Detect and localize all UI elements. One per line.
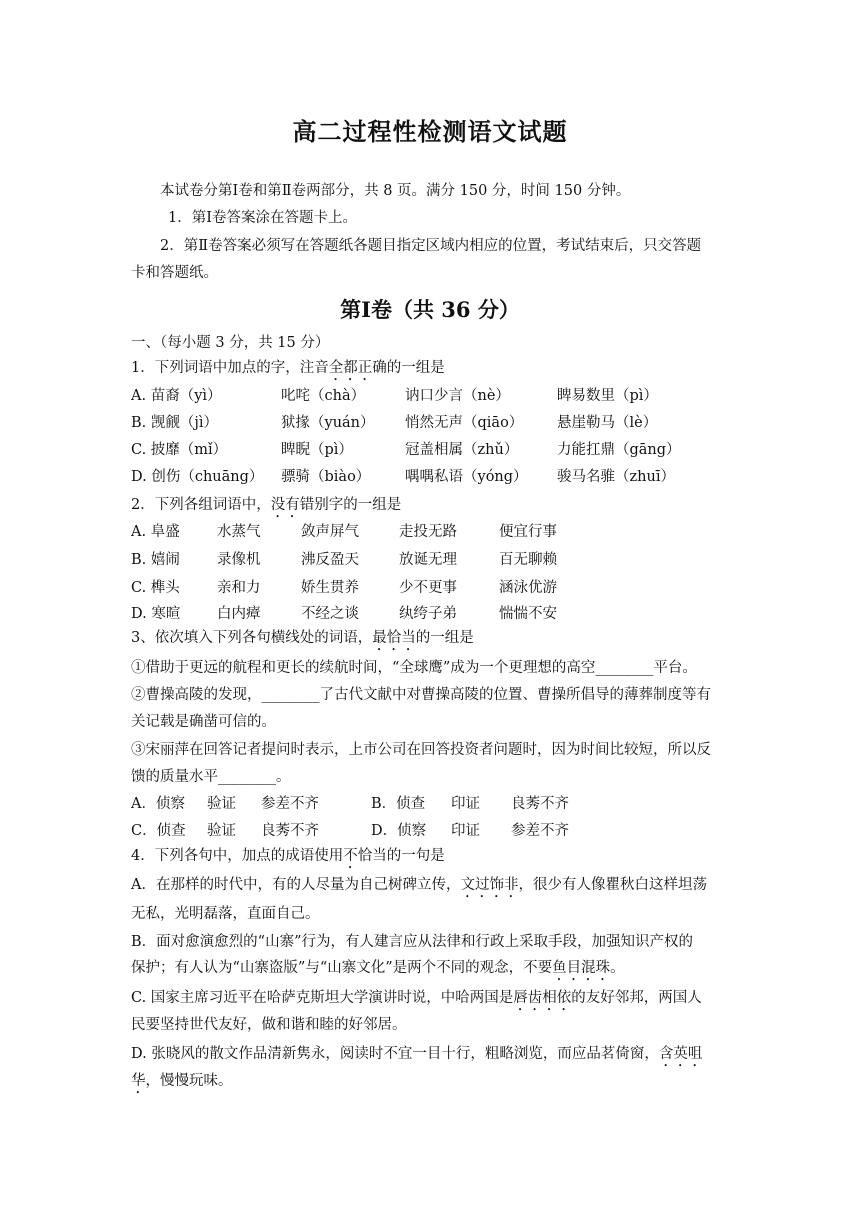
q1-c-3: 冠盖相属（zhǔ） [405, 442, 519, 458]
q2-stem [131, 495, 401, 521]
q1-a-4: 睥易数里（pì） [557, 388, 658, 404]
q4-b-text-end: 。 [610, 960, 625, 976]
q1-a-1: A. 苗裔（yì） [131, 388, 222, 404]
q3-a-1: A．侦察 [131, 796, 185, 812]
q3-stem [131, 628, 474, 654]
q4-stem-text: 4．下列各句中，加点的成语使用 [131, 848, 344, 864]
q2-b-2: 录像机 [217, 552, 261, 568]
q2-b-4: 放诞无理 [399, 552, 457, 568]
q4-b-idiom: 鱼目混珠 [552, 960, 611, 976]
q4-a-line-2: 无私，光明磊落，直面自己。 [131, 906, 320, 922]
q4-d-text-end: ，慢慢玩味。 [145, 1073, 233, 1089]
q1-a-3: 讷口少言（nè） [405, 388, 510, 404]
q3-d-1: D．侦察 [371, 823, 427, 839]
intro-line-3: 2．第Ⅱ卷答案必须写在答题纸各题目指定区域内相应的位置，考试结束后，只交答题 [160, 238, 702, 254]
q3-sentence-2a: ②曹操高陵的发现，________了古代文献中对曹操高陵的位置、曹操所倡导的薄葬制度等有 [131, 687, 711, 703]
q1-d-3: 喁喁私语（yóng） [405, 469, 528, 485]
q2-b-1: B. 嬉闹 [131, 552, 180, 568]
q1-c-4: 力能扛鼎（gāng） [557, 442, 681, 458]
q4-c-idiom: 唇齿相依 [513, 990, 572, 1006]
q4-b-line-2 [131, 958, 731, 984]
q4-d-idiom-end: 华 [131, 1073, 146, 1089]
q2-c-2: 亲和力 [217, 580, 261, 596]
q1-a-2: 叱咤（chà） [281, 388, 366, 404]
q2-stem-text-end: 错别字的一组是 [299, 497, 402, 513]
q3-stem-emphasis: 最恰当 [372, 630, 416, 646]
q4-d-text: D. 张晓风的散文作品清新隽永，阅读时不宜一目十行，粗略浏览，而应品茗倚窗， [131, 1046, 659, 1062]
q2-a-3: 敛声屏气 [301, 524, 359, 540]
q3-c-2: 验证 [207, 823, 236, 839]
q1-stem-text: 1．下列词语中加点的字，注音 [131, 360, 329, 376]
q2-a-5: 便宜行事 [499, 524, 557, 540]
q1-d-1: D. 创伤（chuāng） [131, 469, 264, 485]
q2-d-1: D. 寒暄 [131, 606, 181, 622]
q3-stem-text-end: 的一组是 [415, 630, 474, 646]
q4-c-text-end: 的友好邻邦，两国人 [571, 990, 702, 1006]
q4-b-line-1: B．面对愈演愈烈的“山寨”行为，有人建言应从法律和行政上采取手段，加强知识产权的 [131, 934, 693, 950]
q4-a-line-1 [131, 875, 731, 901]
q4-c-text: C. 国家主席习近平在哈萨克斯坦大学演讲时说，中哈两国是 [131, 990, 514, 1006]
q4-c-line-2: 民要坚持世代友好，做和谐和睦的好邻居。 [131, 1017, 407, 1033]
q2-d-4: 纨绔子弟 [399, 606, 457, 622]
q1-c-1: C. 披靡（mǐ） [131, 442, 228, 458]
q4-a-text-end: ，很少有人像瞿秋白这样坦荡 [518, 877, 707, 893]
q1-b-4: 悬崖勒马（lè） [557, 415, 658, 431]
q3-sentence-3b: 馈的质量水平________。 [131, 769, 291, 785]
q2-a-4: 走投无路 [399, 524, 457, 540]
intro-line-2: 1．第Ⅰ卷答案涂在答题卡上。 [168, 210, 357, 226]
q4-c-line-1 [131, 988, 731, 1014]
intro-line-4: 卡和答题纸。 [131, 265, 218, 281]
q4-stem [131, 846, 445, 872]
q2-c-3: 娇生贯养 [301, 580, 359, 596]
q1-b-3: 悄然无声（qiāo） [405, 415, 524, 431]
q4-stem-text-end: 恰当的一句是 [357, 848, 445, 864]
q2-c-5: 涵泳优游 [499, 580, 557, 596]
q3-sentence-1: ①借助于更远的航程和更长的续航时间，“全球鹰”成为一个更理想的高空________平台。 [131, 660, 697, 676]
q2-a-2: 水蒸气 [217, 524, 261, 540]
q2-c-4: 少不更事 [399, 580, 457, 596]
q2-d-3: 不经之谈 [301, 606, 359, 622]
q4-a-text: A．在那样的时代中，有的人尽量为自己树碑立传， [131, 877, 461, 893]
q3-d-3: 参差不齐 [511, 823, 569, 839]
q1-stem-emphasis: 全都正 [328, 360, 373, 376]
section-title: 第Ⅰ卷（共 36 分） [340, 297, 520, 322]
part-heading: 一、（每小题 3 分，共 15 分） [131, 335, 330, 351]
q2-c-1: C. 榫头 [131, 580, 180, 596]
q1-b-2: 狱掾（yuán） [281, 415, 375, 431]
q3-a-3: 参差不齐 [261, 796, 319, 812]
q2-b-5: 百无聊赖 [499, 552, 557, 568]
q4-stem-emphasis: 不 [343, 848, 358, 864]
q1-stem [131, 358, 445, 384]
q2-stem-text: 2．下列各组词语中， [131, 497, 271, 513]
q1-d-4: 骏马名骓（zhuī） [557, 469, 675, 485]
q3-stem-text: 3、依次填入下列各句横线处的词语， [131, 630, 373, 646]
q3-b-3: 良莠不齐 [511, 796, 569, 812]
q2-d-2: 白内瘴 [217, 606, 261, 622]
q3-a-2: 验证 [207, 796, 236, 812]
q1-d-2: 骠骑（biào） [281, 469, 371, 485]
q4-d-line-2 [131, 1071, 731, 1097]
q4-b-text: 保护；有人认为“山寨盗版”与“山寨文化”是两个不同的观念，不要 [131, 960, 553, 976]
q2-b-3: 沸反盈天 [301, 552, 359, 568]
q4-a-idiom: 文过饰非 [460, 877, 519, 893]
q2-stem-emphasis: 没有 [270, 497, 300, 513]
q1-c-2: 睥睨（pì） [281, 442, 353, 458]
q4-d-idiom: 含英咀 [658, 1046, 703, 1062]
q3-c-3: 良莠不齐 [261, 823, 319, 839]
q3-sentence-3a: ③宋丽萍在回答记者提问时表示，上市公司在回答投资者问题时，因为时间比较短，所以反 [131, 742, 711, 758]
q1-b-1: B. 觊觎（jì） [131, 415, 219, 431]
q3-c-1: C．侦查 [131, 823, 186, 839]
q4-d-line-1 [131, 1044, 731, 1070]
page-title: 高二过程性检测语文试题 [292, 117, 568, 146]
q3-b-2: 印证 [451, 796, 480, 812]
q3-sentence-2b: 关记载是确凿可信的。 [131, 714, 276, 730]
q3-d-2: 印证 [451, 823, 480, 839]
q1-stem-text-end: 确的一组是 [372, 360, 445, 376]
intro-line-1: 本试卷分第Ⅰ卷和第Ⅱ卷两部分，共 8 页。满分 150 分，时间 150 分钟。 [160, 183, 631, 199]
q2-d-5: 惴惴不安 [499, 606, 557, 622]
q2-a-1: A. 阜盛 [131, 524, 180, 540]
q3-b-1: B．侦查 [371, 796, 426, 812]
